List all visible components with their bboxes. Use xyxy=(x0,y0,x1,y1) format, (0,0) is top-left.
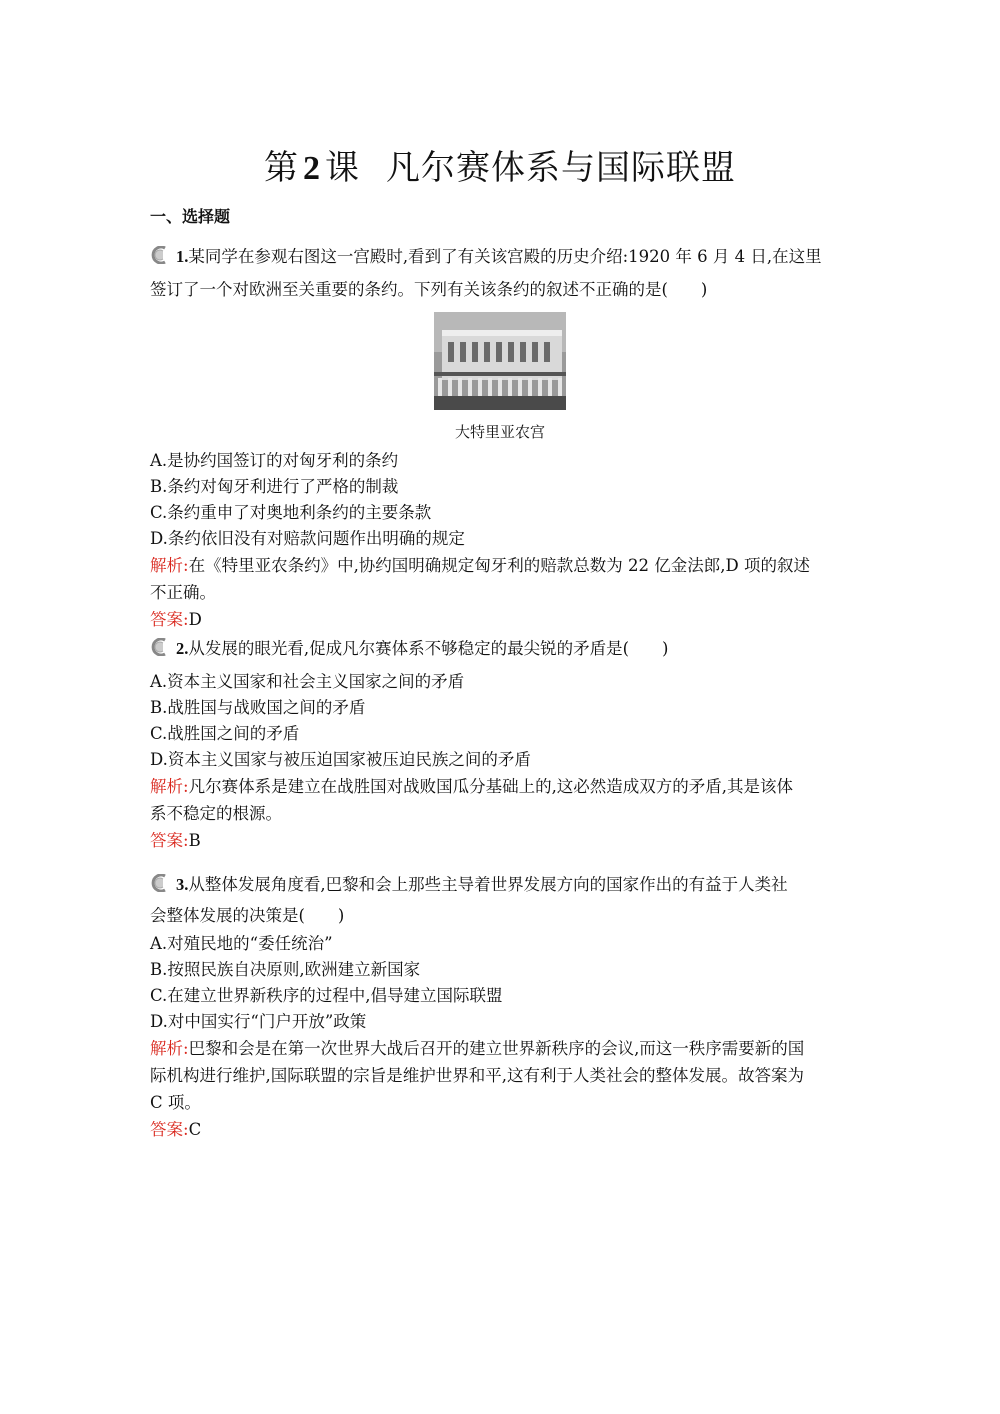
option-a[interactable]: A.是协约国签订的对匈牙利的条约 xyxy=(150,451,399,470)
answer-label: 答案: xyxy=(150,610,189,629)
question-number: 2. xyxy=(176,639,189,658)
answer-value: B xyxy=(188,831,201,850)
question-number: 3. xyxy=(176,875,189,894)
option-d[interactable]: D.条约依旧没有对赔款问题作出明确的规定 xyxy=(150,529,465,548)
stem-line: 签订了一个对欧洲至关重要的条约。下列有关该条约的叙述不正确的是( ) xyxy=(150,280,708,299)
option-a[interactable]: A.资本主义国家和社会主义国家之间的矛盾 xyxy=(150,672,465,691)
question-number: 1. xyxy=(176,247,189,266)
question-2 xyxy=(150,632,850,854)
answer xyxy=(150,827,850,854)
title-number: 2 xyxy=(303,150,321,187)
stem-line: 从发展的眼光看,促成凡尔赛体系不够稳定的最尖锐的矛盾是( ) xyxy=(188,639,669,658)
answer-label: 答案: xyxy=(150,1120,189,1139)
analysis-text: C 项。 xyxy=(150,1093,201,1112)
answer xyxy=(150,606,850,633)
option-d[interactable]: D.资本主义国家与被压迫国家被压迫民族之间的矛盾 xyxy=(150,750,531,769)
title-prefix: 第 xyxy=(264,148,299,188)
option-b[interactable]: B.按照民族自决原则,欧洲建立新国家 xyxy=(150,960,421,979)
stem-line: 会整体发展的决策是( ) xyxy=(150,906,345,925)
option-c[interactable]: C.在建立世界新秩序的过程中,倡导建立国际联盟 xyxy=(150,986,503,1005)
option-c[interactable]: C.战胜国之间的矛盾 xyxy=(150,724,300,743)
analysis-text: 不正确。 xyxy=(150,583,216,602)
analysis xyxy=(150,552,850,579)
analysis-label: 解析: xyxy=(150,556,189,575)
analysis-text: 巴黎和会是在第一次世界大战后召开的建立世界新秩序的会议,而这一秩序需要新的国 xyxy=(188,1039,805,1058)
option-a[interactable]: A.对殖民地的“委任统治” xyxy=(150,934,333,953)
option-b[interactable]: B.条约对匈牙利进行了严格的制裁 xyxy=(150,477,399,496)
section-heading: 一、选择题 xyxy=(150,207,231,226)
palace-figure xyxy=(150,312,850,418)
speaker-icon[interactable] xyxy=(150,638,172,656)
question-3-stem xyxy=(150,868,850,901)
stem-line: 某同学在参观右图这一宫殿时,看到了有关该宫殿的历史介绍:1920 年 6 月 4 日,在这里 xyxy=(188,247,822,266)
analysis-text: 际机构进行维护,国际联盟的宗旨是维护世界和平,这有利于人类社会的整体发展。故答案为 xyxy=(150,1066,804,1085)
analysis-text: 在《特里亚农条约》中,协约国明确规定匈牙利的赔款总数为 22 亿金法郎,D 项的叙述 xyxy=(188,556,811,575)
answer-label: 答案: xyxy=(150,831,189,850)
speaker-icon[interactable] xyxy=(150,874,172,892)
title-lesson: 课 xyxy=(325,148,360,188)
analysis-label: 解析: xyxy=(150,777,189,796)
speaker-icon[interactable] xyxy=(150,246,172,264)
analysis xyxy=(150,1035,850,1062)
answer-value: C xyxy=(188,1120,202,1139)
answer-value: D xyxy=(188,610,202,629)
palace-photo xyxy=(434,312,566,410)
question-1-stem xyxy=(150,240,850,273)
question-1 xyxy=(150,240,850,633)
analysis-text: 凡尔赛体系是建立在战胜国对战败国瓜分基础上的,这必然造成双方的矛盾,其是该体 xyxy=(188,777,794,796)
title-name: 凡尔赛体系与国际联盟 xyxy=(386,148,736,188)
option-d[interactable]: D.对中国实行“门户开放”政策 xyxy=(150,1012,367,1031)
analysis-text: 系不稳定的根源。 xyxy=(150,804,282,823)
analysis-label: 解析: xyxy=(150,1039,189,1058)
figure-caption: 大特里亚农宫 xyxy=(454,423,545,441)
option-b[interactable]: B.战胜国与战败国之间的矛盾 xyxy=(150,698,366,717)
question-3 xyxy=(150,868,850,1143)
stem-line: 从整体发展角度看,巴黎和会上那些主导着世界发展方向的国家作出的有益于人类社 xyxy=(188,875,788,894)
option-c[interactable]: C.条约重申了对奥地利条约的主要条款 xyxy=(150,503,432,522)
analysis xyxy=(150,773,850,800)
question-2-stem xyxy=(150,632,850,665)
answer xyxy=(150,1116,850,1143)
page-title xyxy=(0,140,1000,189)
